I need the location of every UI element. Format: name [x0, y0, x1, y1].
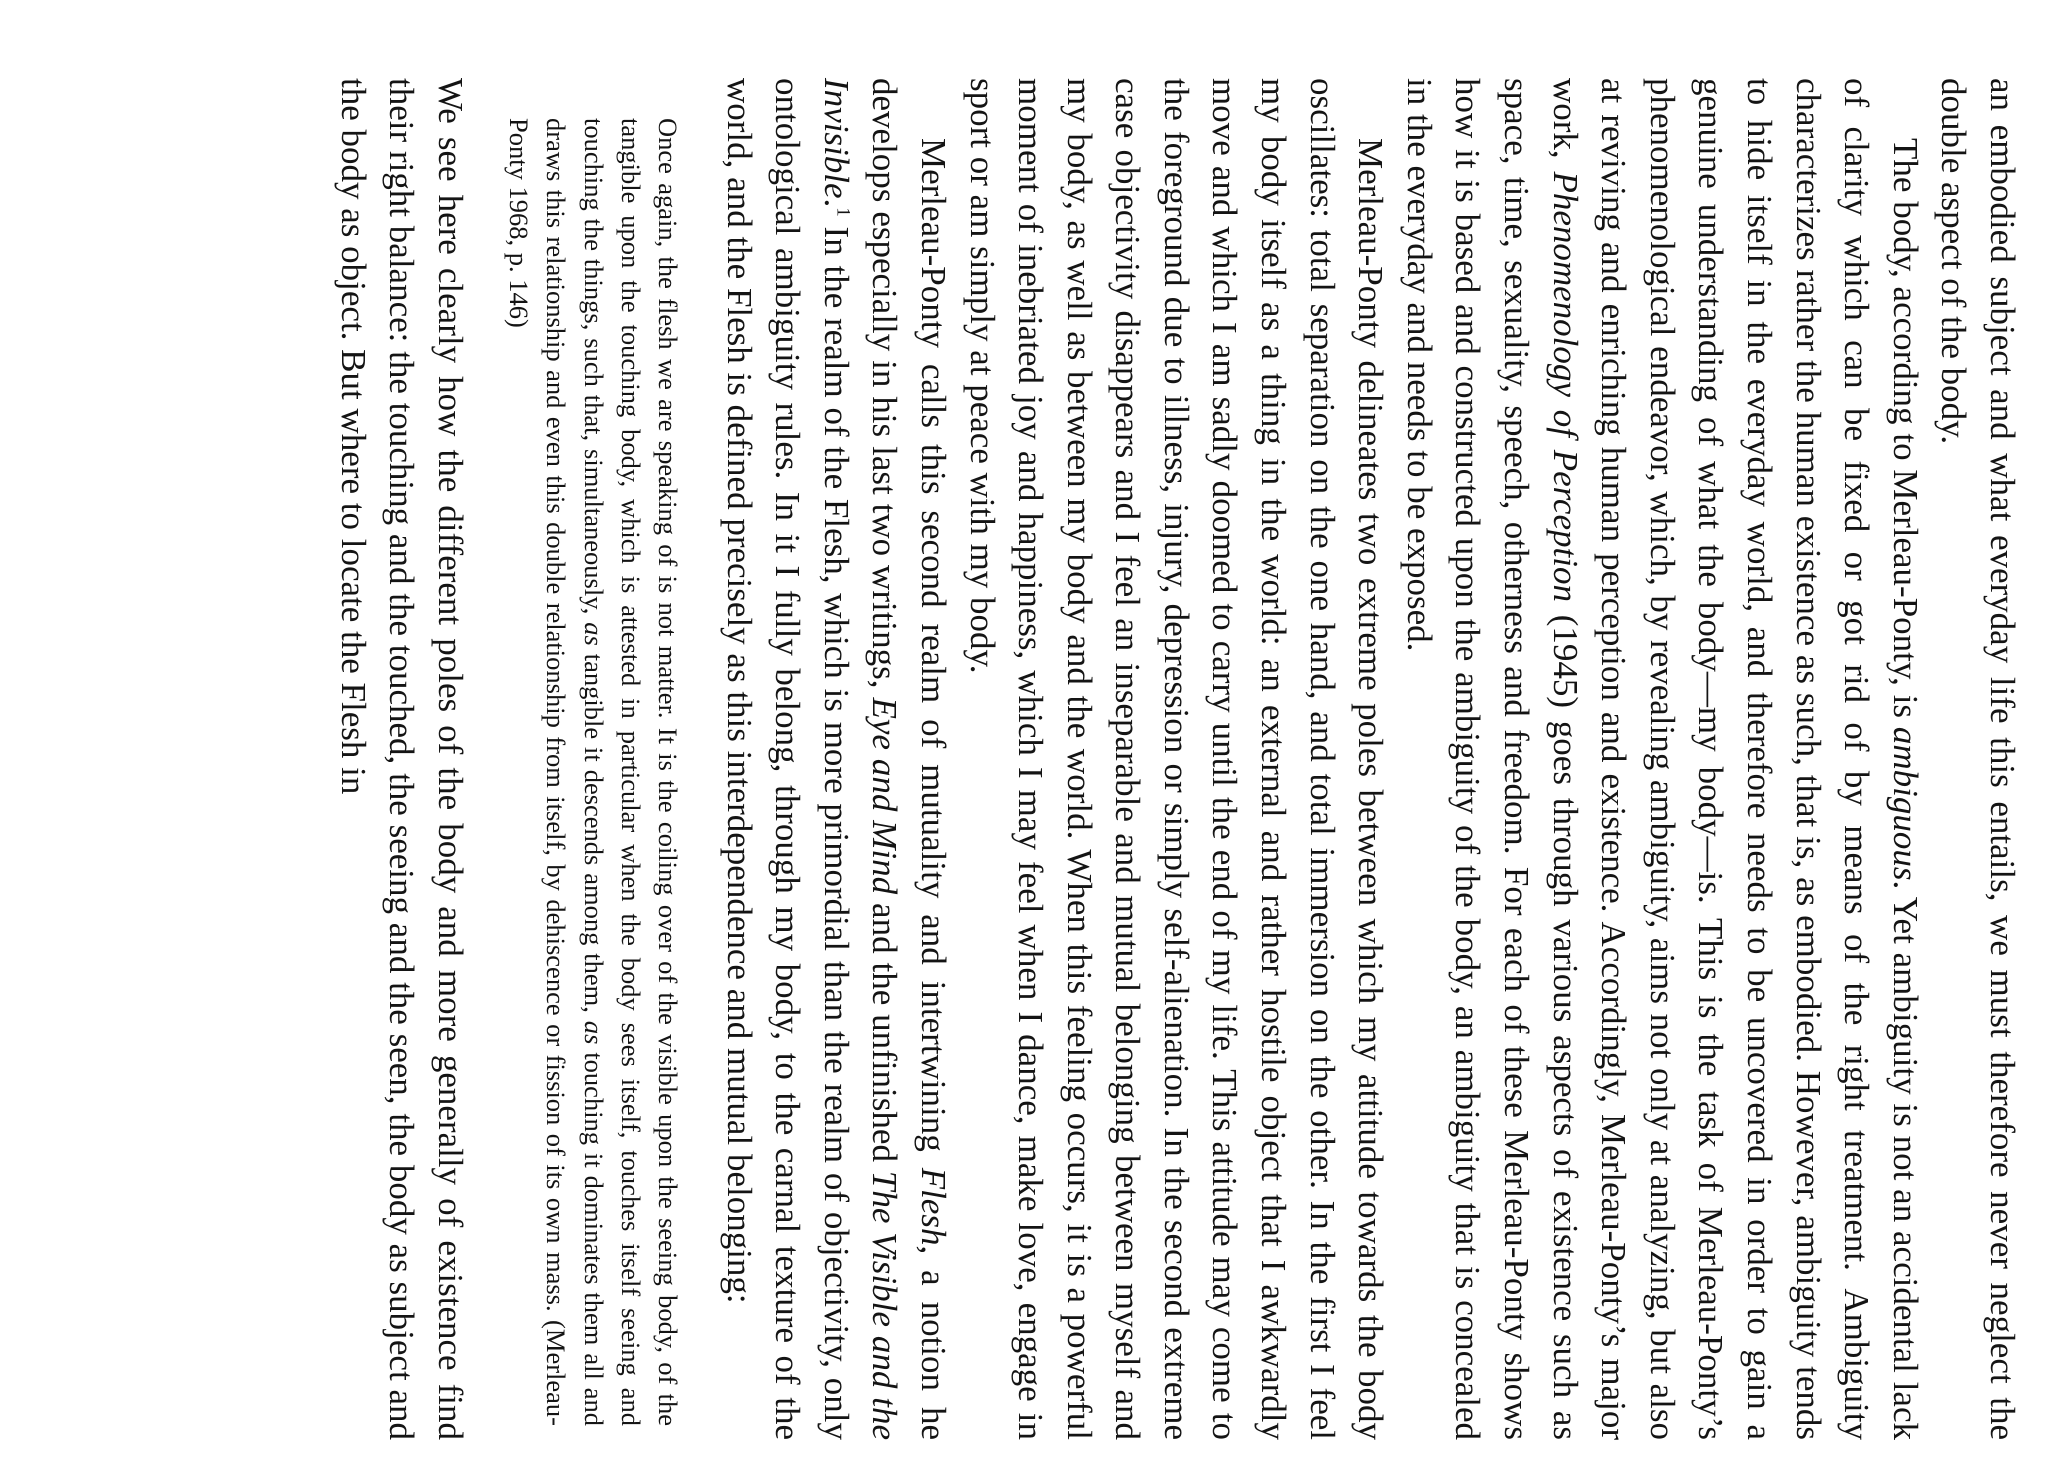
text-run: and the unfinished	[865, 894, 905, 1171]
italic-text-run: ambiguous	[1885, 726, 1925, 881]
text-run: an embodied subject and what everyday life this entails, we must therefore never neglect the double aspect of the body.	[1934, 78, 2022, 1440]
italic-text-run: Phenomenology of Perception	[1545, 171, 1585, 602]
text-run: . Yet ambiguity is not an accidental lack of clarity which can be fixed or got rid of by means of the right treatment. Ambiguity characterizes rather the human existence as such, that is, as embodied. However, ambiguity tends to hide itself in the everyday world, and therefore needs to be uncovered in order to gain a genuine understanding of what the body—my body—is. This is the task of Merleau-Ponty’s phenomenological endeavor, which, by revealing ambiguity, aims not only at analyzing, but also at reviving and enriching human perception and existence. Accordingly, Merleau-Ponty’s major work,	[1545, 78, 1925, 1440]
text-run: We see here clearly how the different poles of the body and more generally of existence find their right balance: the touching and the touched, the seeing and the seen, the body as subject and the body as object. But where to locate the Flesh in	[333, 78, 470, 1440]
text-run: (1945) goes through various aspects of existence such as space, time, sexuality, speech, otherness and freedom. For each of these Merleau-Ponty shows how it is based and constructed upon the ambiguity of the body, an ambiguity that is concealed in the everyday and needs to be exposed.	[1399, 78, 1585, 1440]
text-run: Merleau-Ponty delineates two extreme poles between which my attitude towards the body oscillates: total separation on the one hand, and total immersion on the other. In the first I feel my body itself as a thing in the world: an external and rather hostile object that I awkwardly move and which I am sadly doomed to carry until the end of my life. This attitude may come to the foreground due to illness, injury, depression or simply self-alienation. In the second extreme case objectivity disappears and I feel an inseparable and mutual belonging between myself and my body, as well as between my body and the world. When this feeling occurs, it is a powerful moment of inebriated joy and happiness, which I may feel when I dance, make love, engage in sport or am simply at peace with my body.	[962, 78, 1391, 1440]
text-run: The body, according to Merleau-Ponty, is	[1885, 138, 1925, 727]
text-run: In the realm of the Flesh, which is more primordial than the realm of objectivity, only ontological ambiguity rules. In it I fully belong, through my body, to the carnal texture of the world, and the Flesh is defined precisely as this interdependence and mutual belonging:	[719, 78, 856, 1440]
italic-text-run: as	[578, 1020, 609, 1045]
paragraph-flesh	[714, 78, 957, 1440]
paragraph-after-quote	[328, 78, 474, 1440]
paragraph-continued	[1929, 78, 2026, 1440]
italic-text-run: Flesh	[913, 1167, 953, 1246]
text-run: Once again, the flesh we are speaking of is not matter. It is the coiling over of the visible upon the seeing body, of the tangible upon the touching body, which is attested in particular when the body sees itself, touches itself seeing and touching the things, such that, simultaneously,	[578, 118, 683, 1426]
paragraph-ambiguity	[1394, 78, 1929, 1440]
text-run: Merleau-Ponty calls this second realm of mutuality and intertwining	[913, 138, 953, 1168]
text-run: , a notion he develops especially in his last two writings,	[865, 78, 953, 1440]
body-text	[328, 78, 2026, 1440]
paragraph-two-poles	[957, 78, 1394, 1440]
footnote-marker[interactable]: 1	[832, 207, 854, 217]
italic-text-run: Eye and Mind	[865, 697, 905, 895]
italic-text-run: as	[578, 622, 609, 646]
block-quote	[500, 118, 686, 1426]
text-run: .	[816, 198, 856, 208]
text-run: tangible it descends among them,	[578, 645, 609, 1021]
italic-text-run: The Visible and the Invisible	[816, 78, 905, 1441]
text-run: touching it dominates them all and draws this relationship and even this double relationship from itself, by dehiscence or fission of its own mass. (Merleau-Ponty 1968, p. 146)	[504, 118, 609, 1426]
